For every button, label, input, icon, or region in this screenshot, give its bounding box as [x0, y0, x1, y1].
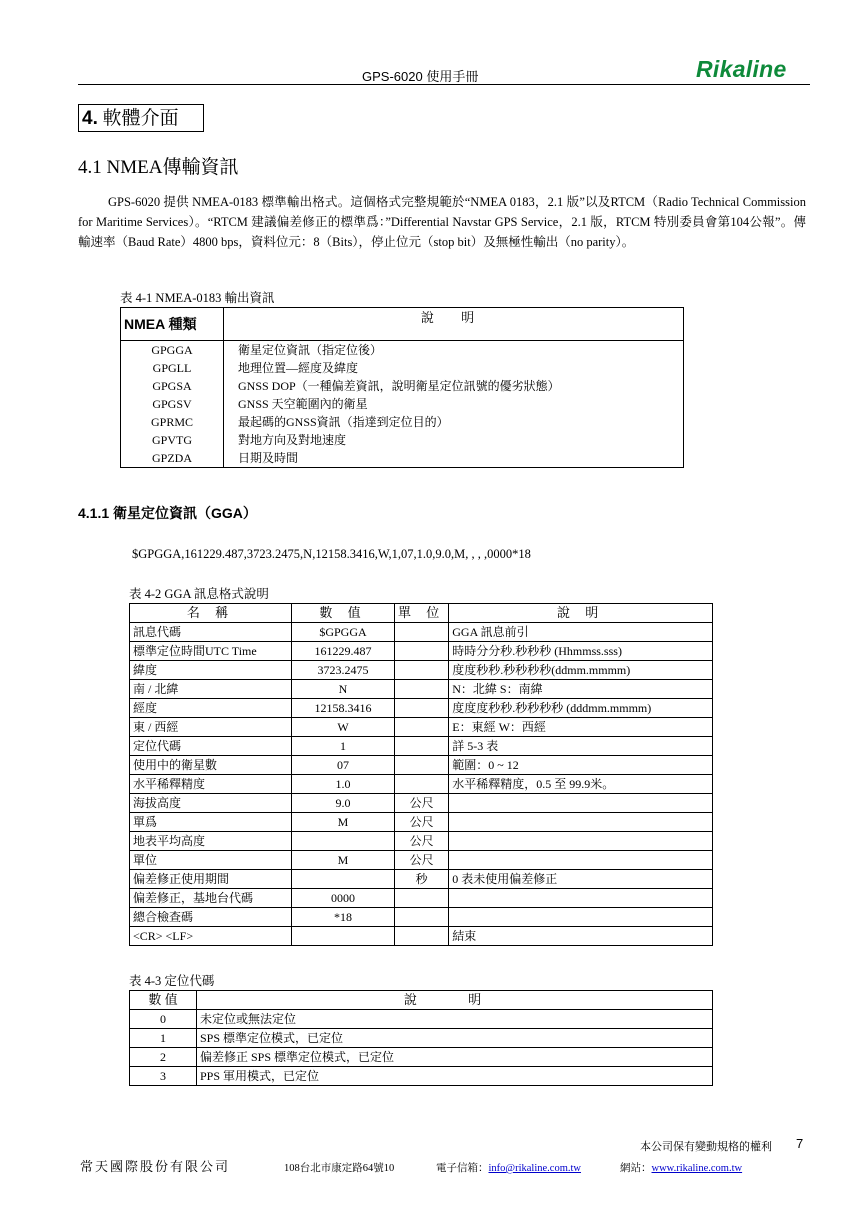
table-cell: <CR> <LF>: [130, 927, 292, 946]
header-rule: [78, 84, 810, 85]
table-cell: 詳 5-3 表: [449, 737, 713, 756]
table-row: [121, 377, 684, 395]
table-cell: 0000: [292, 889, 395, 908]
table-row: [130, 1010, 713, 1029]
table-cell: GPZDA: [121, 449, 224, 468]
intro-paragraph: GPS-6020 提供 NMEA-0183 標準輸出格式。這個格式完整規範於“NMEA 0183，2.1 版”以及RTCM（Radio Technical Commission for Maritime Services）。“RTCM 建議偏差修正的標準爲：”Differential Navstar GPS Service，2.1 版，RTCM 特別委員會第104公報”。傳輸速率（Baud Rate）4800 bps，資料位元：8（Bits），停止位元（stop bit）及無極性輸出（no parity）。: [78, 195, 806, 249]
table-cell: 07: [292, 756, 395, 775]
table-cell: GPGSV: [121, 395, 224, 413]
table-cell: 1: [130, 1029, 197, 1048]
fix-code-table: [129, 990, 713, 1086]
table-cell: GPGLL: [121, 359, 224, 377]
page-number: 7: [796, 1136, 804, 1151]
table-cell: [395, 699, 449, 718]
table-cell: [395, 889, 449, 908]
table-cell: 3723.2475: [292, 661, 395, 680]
table-row: [130, 775, 713, 794]
table-row: [130, 1029, 713, 1048]
table-1-header-type: NMEA 種類: [121, 308, 224, 341]
footer-company: 常天國際股份有限公司: [80, 1159, 231, 1174]
table-row: [130, 699, 713, 718]
table-cell: GPGGA: [121, 341, 224, 360]
table-1-caption: 表 4-1 NMEA-0183 輸出資訊: [120, 291, 275, 305]
table-cell: 公尺: [395, 851, 449, 870]
table-cell: [395, 642, 449, 661]
table-cell: [395, 718, 449, 737]
table-cell: 9.0: [292, 794, 395, 813]
table-row: [121, 341, 684, 360]
table-cell: E：東經 W：西經: [449, 718, 713, 737]
table-cell: 公尺: [395, 794, 449, 813]
table-cell: 衛星定位資訊（指定位後）: [224, 341, 684, 360]
table-cell: 公尺: [395, 813, 449, 832]
table-cell: [395, 927, 449, 946]
table-cell: [395, 737, 449, 756]
table-row: [130, 623, 713, 642]
table-cell: GPVTG: [121, 431, 224, 449]
section-4-1-heading: 4.1 NMEA傳輸資訊: [78, 157, 239, 178]
section-4-title: 軟體介面: [102, 108, 179, 129]
table-row: [121, 431, 684, 449]
table-cell: 161229.487: [292, 642, 395, 661]
section-4-heading: [78, 104, 204, 132]
table-cell: M: [292, 851, 395, 870]
table-2-caption: 表 4-2 GGA 訊息格式說明: [129, 587, 269, 601]
table-cell: [395, 908, 449, 927]
table-cell: 0 表未使用偏差修正: [449, 870, 713, 889]
table-cell: GGA 訊息前引: [449, 623, 713, 642]
table-cell: GPRMC: [121, 413, 224, 431]
table-cell: 對地方向及對地速度: [224, 431, 684, 449]
table-row: [130, 927, 713, 946]
table-cell: *18: [292, 908, 395, 927]
table-cell: 範圍：0 ~ 12: [449, 756, 713, 775]
table-cell: 水平稀釋精度: [130, 775, 292, 794]
table-cell: 時時分分秒.秒秒秒 (Hhmmss.sss): [449, 642, 713, 661]
table-cell: 12158.3416: [292, 699, 395, 718]
table-row: [130, 832, 713, 851]
table-cell: 定位代碼: [130, 737, 292, 756]
table-cell: N：北緯 S：南緯: [449, 680, 713, 699]
table-cell: [395, 756, 449, 775]
table-row: [130, 642, 713, 661]
section-4-number: 4.: [82, 108, 98, 129]
table-row: [130, 889, 713, 908]
table-cell: 單爲: [130, 813, 292, 832]
table-cell: [292, 832, 395, 851]
table-row: [130, 813, 713, 832]
table-cell: M: [292, 813, 395, 832]
table-cell: 1: [292, 737, 395, 756]
table-cell: [449, 851, 713, 870]
table-cell: [449, 889, 713, 908]
table-cell: SPS 標準定位模式，已定位: [197, 1029, 713, 1048]
table-cell: 標準定位時間UTC Time: [130, 642, 292, 661]
table-cell: 訊息代碼: [130, 623, 292, 642]
table-cell: GPGSA: [121, 377, 224, 395]
table-row: [130, 737, 713, 756]
table-cell: [449, 908, 713, 927]
table-3-header-value: 數 值: [130, 991, 197, 1010]
table-2-header-name: 名 稱: [130, 604, 292, 623]
table-cell: 單位: [130, 851, 292, 870]
table-cell: PPS 軍用模式，已定位: [197, 1067, 713, 1086]
table-cell: 偏差修正，基地台代碼: [130, 889, 292, 908]
table-cell: 度度秒秒.秒秒秒秒(ddmm.mmmm): [449, 661, 713, 680]
table-cell: 0: [130, 1010, 197, 1029]
table-row: [130, 794, 713, 813]
table-row: [130, 1048, 713, 1067]
table-cell: 秒: [395, 870, 449, 889]
table-cell: [292, 870, 395, 889]
brand-logo: Rikaline: [696, 56, 787, 82]
table-cell: [395, 775, 449, 794]
table-2-header-desc: 說 明: [449, 604, 713, 623]
table-row: [121, 359, 684, 377]
table-cell: [395, 661, 449, 680]
table-cell: 總合檢查碼: [130, 908, 292, 927]
table-cell: 偏差修正使用期間: [130, 870, 292, 889]
table-cell: [395, 680, 449, 699]
header-title: GPS-6020 使用手冊: [362, 69, 479, 84]
footer-rights: 本公司保有變動規格的權利: [640, 1141, 772, 1153]
gga-sample-sentence: $GPGGA,161229.487,3723.2475,N,12158.3416,W,1,07,1.0,9.0,M, , , ,0000*18: [132, 547, 531, 561]
table-row: [121, 413, 684, 431]
table-cell: 最起碼的GNSS資訊（指達到定位目的）: [224, 413, 684, 431]
table-row: [130, 870, 713, 889]
table-cell: 偏差修正 SPS 標準定位模式，已定位: [197, 1048, 713, 1067]
table-cell: [395, 623, 449, 642]
table-cell: 東 / 西經: [130, 718, 292, 737]
table-cell: 1.0: [292, 775, 395, 794]
table-cell: 經度: [130, 699, 292, 718]
table-cell: 地理位置—經度及緯度: [224, 359, 684, 377]
footer-email-label: 電子信箱：: [436, 1163, 489, 1174]
gga-format-table: [129, 603, 713, 946]
table-cell: 未定位或無法定位: [197, 1010, 713, 1029]
footer-web-link[interactable]: www.rikaline.com.tw: [651, 1163, 743, 1174]
table-row: [130, 851, 713, 870]
table-cell: 度度度秒秒.秒秒秒秒 (dddmm.mmmm): [449, 699, 713, 718]
nmea-output-table: [120, 307, 684, 468]
table-row: [130, 756, 713, 775]
footer-email-block: [436, 1160, 581, 1175]
table-cell: N: [292, 680, 395, 699]
footer-web-block: [620, 1160, 742, 1175]
table-cell: GNSS DOP（一種偏差資訊，說明衛星定位訊號的優劣狀態）: [224, 377, 684, 395]
table-2-header-unit: 單 位: [395, 604, 449, 623]
table-cell: W: [292, 718, 395, 737]
table-cell: [449, 794, 713, 813]
footer-web-label: 網站：: [620, 1163, 652, 1174]
table-cell: 3: [130, 1067, 197, 1086]
table-cell: 結束: [449, 927, 713, 946]
table-row: [121, 395, 684, 413]
table-cell: 南 / 北緯: [130, 680, 292, 699]
table-1-header-desc: 說 明: [224, 308, 684, 341]
table-row: [130, 680, 713, 699]
section-4-1-1-heading: 4.1.1 衛星定位資訊（GGA）: [78, 505, 257, 521]
table-cell: 緯度: [130, 661, 292, 680]
table-cell: [292, 927, 395, 946]
table-cell: 地表平均高度: [130, 832, 292, 851]
table-row: [130, 718, 713, 737]
table-row: [130, 661, 713, 680]
table-cell: 使用中的衛星數: [130, 756, 292, 775]
table-cell: 2: [130, 1048, 197, 1067]
table-3-caption: 表 4-3 定位代碼: [129, 974, 215, 988]
table-cell: $GPGGA: [292, 623, 395, 642]
table-3-header-desc: 說 明: [197, 991, 713, 1010]
table-cell: [449, 813, 713, 832]
table-cell: 公尺: [395, 832, 449, 851]
footer-email-link[interactable]: info@rikaline.com.tw: [488, 1163, 581, 1174]
table-cell: 日期及時間: [224, 449, 684, 468]
table-cell: [449, 832, 713, 851]
table-row: [130, 1067, 713, 1086]
table-cell: GNSS 天空範圍內的衛星: [224, 395, 684, 413]
table-cell: 海拔高度: [130, 794, 292, 813]
table-row: [130, 908, 713, 927]
table-cell: 水平稀釋精度，0.5 至 99.9米。: [449, 775, 713, 794]
table-row: [121, 449, 684, 468]
footer-address: 108台北市康定路64號10: [284, 1163, 395, 1174]
table-2-header-value: 數 值: [292, 604, 395, 623]
